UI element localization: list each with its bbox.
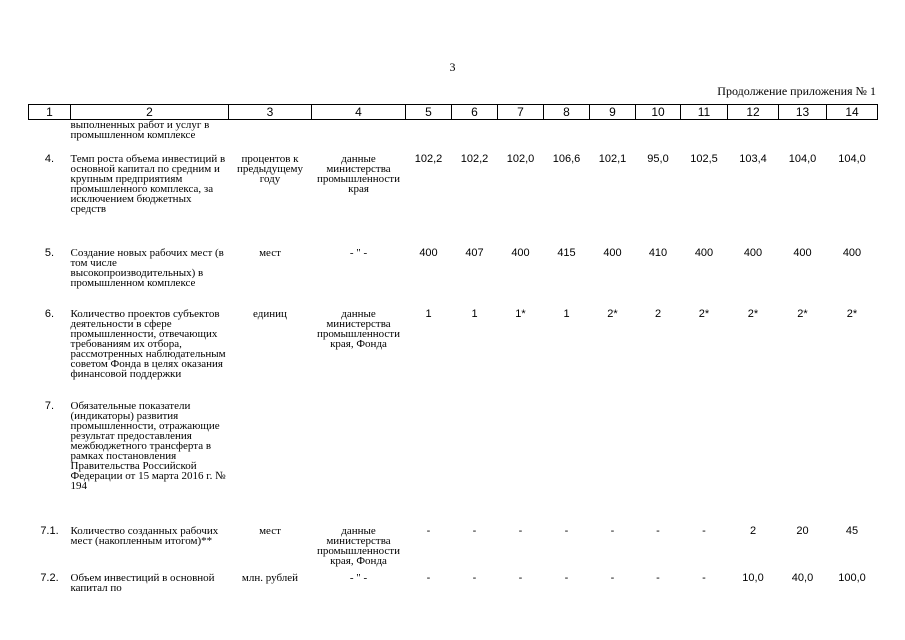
source-cell: данные министерства промышленности края, Фонда: [317, 307, 400, 350]
value-cell: 410: [648, 246, 668, 259]
indicator-name: Создание новых рабочих мест (в том числе высокопроизводительных) в промышленном комплексе: [70, 246, 224, 289]
value-cell: -: [564, 524, 569, 537]
column-header: 13: [779, 105, 827, 120]
value-cell: [406, 120, 452, 154]
value-cell: 1: [563, 307, 570, 320]
value-cell: [544, 120, 590, 154]
value-cell: 400: [419, 246, 438, 259]
value-cell: 102,5: [690, 152, 718, 165]
value-cell: -: [518, 524, 523, 537]
indicators-table: [28, 104, 878, 603]
value-cell: -: [610, 524, 615, 537]
unit-cell: единиц: [253, 307, 287, 320]
indicator-name: Объем инвестиций в основной капитал по: [70, 571, 215, 594]
row-number: 6.: [44, 307, 55, 320]
value-cell: [779, 120, 827, 154]
value-cell: -: [472, 524, 477, 537]
value-cell: 102,2: [460, 152, 489, 165]
row-number: 7.1.: [40, 524, 59, 537]
value-cell: 2*: [747, 307, 759, 320]
value-cell: 104,0: [838, 152, 866, 165]
source-cell: - " -: [349, 246, 368, 259]
table-row: [29, 120, 878, 154]
value-cell: -: [426, 524, 431, 537]
value-cell: -: [656, 571, 660, 584]
value-cell: [406, 401, 452, 526]
value-cell: 415: [557, 246, 576, 259]
value-cell: 100,0: [838, 571, 866, 584]
table-row: [29, 401, 878, 526]
value-cell: [590, 120, 636, 154]
value-cell: [590, 401, 636, 526]
value-cell: 407: [465, 246, 484, 259]
column-header: 6: [452, 105, 498, 120]
column-header: 4: [312, 105, 406, 120]
value-cell: [636, 401, 681, 526]
table-row: [29, 573, 878, 603]
value-cell: [728, 401, 779, 526]
column-header: 11: [681, 105, 728, 120]
value-cell: 1*: [515, 307, 526, 320]
source-cell: [312, 120, 406, 154]
value-cell: 45: [845, 524, 859, 537]
column-header: 3: [229, 105, 312, 120]
value-cell: [779, 401, 827, 526]
value-cell: 106,6: [552, 152, 581, 165]
value-cell: 2: [654, 307, 662, 320]
appendix-continuation-note: Продолжение приложения № 1: [717, 84, 876, 98]
value-cell: -: [656, 524, 660, 537]
unit-cell: [229, 120, 312, 154]
value-cell: [452, 120, 498, 154]
source-cell: [312, 401, 406, 526]
value-cell: 400: [694, 246, 714, 259]
value-cell: 102,1: [598, 152, 627, 165]
value-cell: -: [702, 524, 706, 537]
column-header: 1: [29, 105, 71, 120]
column-header: 8: [544, 105, 590, 120]
source-cell: данные министерства промышленности края, Фонда: [317, 524, 400, 567]
value-cell: 400: [511, 246, 530, 259]
value-cell: 2*: [698, 307, 710, 320]
column-header: 12: [728, 105, 779, 120]
value-cell: 400: [603, 246, 622, 259]
value-cell: 20: [796, 524, 809, 537]
column-header: 14: [827, 105, 878, 120]
value-cell: 102,2: [414, 152, 443, 165]
column-header: 2: [71, 105, 229, 120]
header-row: [29, 105, 878, 120]
indicator-name: Темп роста объема инвестиций в основной капитал по средним и крупным предприятиям промышленного комплекса, за исключением бюджетных средств: [70, 152, 226, 215]
indicator-name: Обязательные показатели (индикаторы) развития промышленности, отражающие результат предоставления межбюджетного трансферта в рамках постановления Правительства Российской Федерации от 15 марта 2016 г. № 194: [70, 399, 226, 492]
value-cell: 102,0: [506, 152, 535, 165]
value-cell: 2: [749, 524, 757, 537]
unit-cell: мест: [259, 246, 281, 259]
value-cell: [498, 401, 544, 526]
value-cell: 400: [793, 246, 812, 259]
value-cell: [681, 401, 728, 526]
column-header: 5: [406, 105, 452, 120]
value-cell: -: [426, 571, 431, 584]
value-cell: 400: [743, 246, 763, 259]
table-row: [29, 248, 878, 309]
value-cell: [728, 120, 779, 154]
column-header: 10: [636, 105, 681, 120]
value-cell: -: [610, 571, 615, 584]
value-cell: -: [518, 571, 523, 584]
value-cell: 104,0: [788, 152, 817, 165]
value-cell: 400: [842, 246, 862, 259]
row-number: 7.2.: [40, 571, 59, 584]
value-cell: 2*: [797, 307, 808, 320]
unit-cell: процентов к предыдущему году: [236, 152, 304, 185]
value-cell: [827, 120, 878, 154]
value-cell: 103,4: [739, 152, 767, 165]
source-cell: данные министерства промышленности края: [317, 152, 400, 195]
column-header: 9: [590, 105, 636, 120]
value-cell: 1: [471, 307, 478, 320]
value-cell: [636, 120, 681, 154]
table-row: [29, 309, 878, 401]
indicator-name: Количество созданных рабочих мест (накопленным итогом)**: [70, 524, 219, 547]
indicator-name: выполненных работ и услуг в промышленном комплексе: [70, 119, 210, 141]
row-number: 7.: [44, 399, 55, 412]
value-cell: 1: [425, 307, 432, 320]
value-cell: 2*: [846, 307, 858, 320]
value-cell: 2*: [607, 307, 618, 320]
unit-cell: [229, 401, 312, 526]
page-number: 3: [449, 60, 456, 74]
table-row: [29, 154, 878, 248]
value-cell: -: [564, 571, 569, 584]
value-cell: 40,0: [791, 571, 814, 584]
value-cell: -: [472, 571, 477, 584]
row-number: [29, 120, 71, 154]
value-cell: [681, 120, 728, 154]
unit-cell: млн. рублей: [241, 571, 299, 584]
value-cell: 10,0: [742, 571, 764, 584]
value-cell: [498, 120, 544, 154]
row-number: 4.: [44, 152, 55, 165]
value-cell: [452, 401, 498, 526]
value-cell: 95,0: [647, 152, 669, 165]
value-cell: [827, 401, 878, 526]
column-header: 7: [498, 105, 544, 120]
row-number: 5.: [44, 246, 55, 259]
source-cell: - " -: [349, 571, 368, 584]
table-row: [29, 526, 878, 573]
indicator-name: Количество проектов субъектов деятельности в сфере промышленности, отвечающих требованиям их отбора, рассмотренных наблюдательным советом Фонда в целях оказания финансовой поддержки: [70, 307, 226, 380]
unit-cell: мест: [259, 524, 281, 537]
value-cell: [544, 401, 590, 526]
value-cell: -: [702, 571, 706, 584]
